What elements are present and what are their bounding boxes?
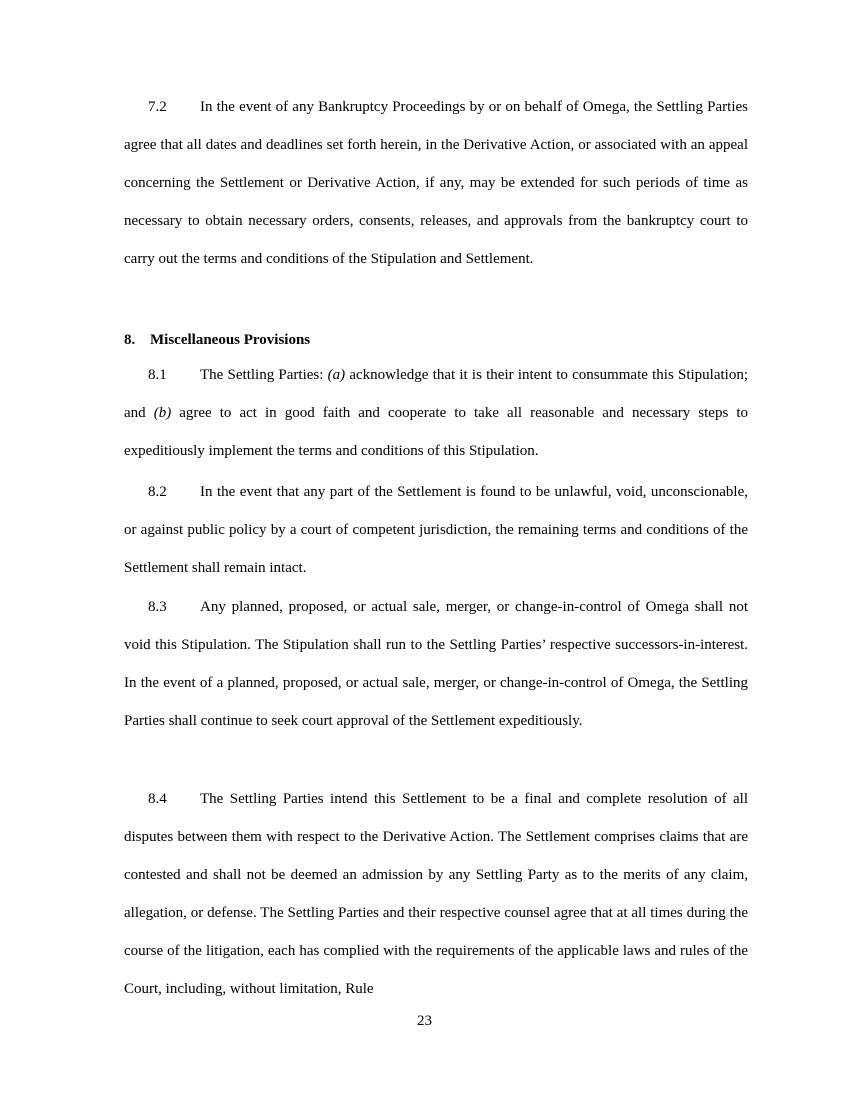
paragraph-number: 7.2 xyxy=(148,99,167,115)
section-heading-8 xyxy=(124,329,310,351)
heading-title: Miscellaneous Provisions xyxy=(150,332,311,348)
paragraph-text: acknowledge that it is their intent to consummate this Stipulation; and xyxy=(124,367,748,421)
clause-label-a: (a) xyxy=(327,367,346,383)
page-number: 23 xyxy=(417,1013,432,1029)
paragraph-8-1 xyxy=(124,356,748,470)
paragraph-number: 8.1 xyxy=(148,367,167,383)
paragraph-text: Any planned, proposed, or actual sale, merger, or change-in-control of Omega shall not void this Stipulation. The Stipulation shall run to the Settling Parties’ respective successors-in-interest. In the event of a planned, proposed, or actual sale, merger, or change-in-control of Omega, the Settling Parties shall continue to seek court approval of the Settlement expeditiously. xyxy=(124,599,748,729)
heading-number: 8. xyxy=(124,332,136,348)
paragraph-number: 8.4 xyxy=(148,791,167,807)
paragraph-text: agree to act in good faith and cooperate to take all reasonable and necessary steps to expeditiously implement the terms and conditions of this Stipulation. xyxy=(124,405,748,459)
clause-label-b: (b) xyxy=(153,405,172,421)
paragraph-8-3 xyxy=(124,588,748,740)
paragraph-text: The Settling Parties intend this Settlement to be a final and complete resolution of all disputes between them with respect to the Derivative Action. The Settlement comprises claims that are contested and shall not be deemed an admission by any Settling Party as to the merits of any claim, allegation, or defense. The Settling Parties and their respective counsel agree that at all times during the course of the litigation, each has complied with the requirements of the applicable laws and rules of the Court, including, without limitation, Rule xyxy=(124,791,748,997)
paragraph-8-2 xyxy=(124,473,748,587)
paragraph-text: In the event that any part of the Settlement is found to be unlawful, void, unconscionable, or against public policy by a court of competent jurisdiction, the remaining terms and conditions of the Settlement shall remain intact. xyxy=(124,484,748,576)
paragraph-number: 8.3 xyxy=(148,599,167,615)
paragraph-7-2 xyxy=(124,88,748,278)
paragraph-text: The Settling Parties: xyxy=(200,367,328,383)
paragraph-text: In the event of any Bankruptcy Proceedings by or on behalf of Omega, the Settling Parties agree that all dates and deadlines set forth herein, in the Derivative Action, or associated with an appeal concerning the Settlement or Derivative Action, if any, may be extended for such periods of time as necessary to obtain necessary orders, consents, releases, and approvals from the bankruptcy court to carry out the terms and conditions of the Stipulation and Settlement. xyxy=(124,99,748,267)
paragraph-8-4 xyxy=(124,780,748,1008)
paragraph-number: 8.2 xyxy=(148,484,167,500)
